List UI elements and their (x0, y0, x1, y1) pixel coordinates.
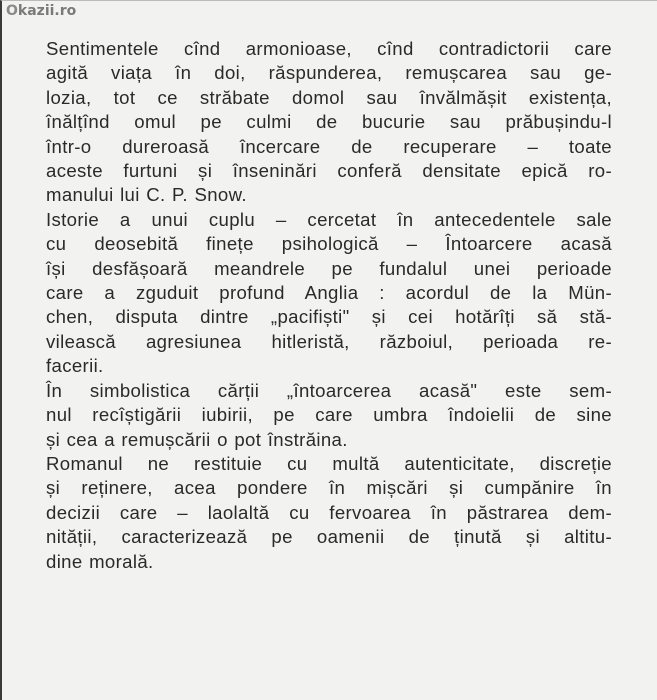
text-line: aceste furtuni și înseninări conferă densitate epică ro- (46, 160, 612, 182)
text-line: chen, disputa dintre „pacifiști" și cei hotărîți să stă- (46, 306, 612, 328)
text-line: decizii care – laolaltă cu fervoarea în păstrarea dem- (46, 501, 612, 523)
paragraph-4 (46, 452, 612, 574)
text-line: își desfășoară meandrele pe fundalul unei perioade (46, 257, 612, 279)
text-line: într-o dureroasă încercare de recuperare – toate (46, 135, 612, 157)
text-line: lozia, tot ce străbate domol sau învălmășit existența, (46, 86, 612, 108)
watermark-text: kazii.ro (17, 3, 77, 19)
text-line: manului lui C. P. Snow. (46, 184, 247, 206)
text-line: vilească agresiunea hitleristă, războiul, perioada re- (46, 330, 612, 352)
text-line: agită viața în doi, răspunderea, remușcarea sau ge- (46, 62, 612, 84)
watermark-prefix: O (6, 3, 18, 19)
text-line: Sentimentele cînd armonioase, cînd contradictorii care (46, 38, 612, 59)
paragraph-2 (46, 208, 612, 379)
text-line: și cea a remușcării o pot înstrăina. (46, 428, 348, 450)
site-watermark (6, 3, 76, 19)
paragraph-1 (46, 37, 612, 208)
paragraph-3 (46, 379, 612, 452)
book-description (46, 37, 612, 574)
text-line: înălțînd omul pe culmi de bucurie sau prăbușindu-l (46, 111, 612, 133)
text-line: În simbolistica cărții „întoarcerea acasă" este sem- (46, 379, 612, 401)
text-line: Istorie a unui cuplu – cercetat în antecedentele sale (46, 208, 612, 230)
text-line: și reținere, acea pondere în mișcări și cumpănire în (46, 477, 612, 499)
text-line: Romanul ne restituie cu multă autenticitate, discreție (46, 452, 612, 474)
text-line: nității, caracterizează pe oamenii de ținută și altitu- (46, 526, 612, 548)
text-line: cu deosebită finețe psihologică – Întoarcere acasă (46, 233, 612, 255)
text-line: nul recîștigării iubirii, pe care umbra îndoielii de sine (46, 404, 612, 426)
text-line: care a zguduit profund Anglia : acordul de la Mün- (46, 282, 612, 304)
text-line: dine morală. (46, 550, 154, 572)
text-line: facerii. (46, 355, 104, 377)
